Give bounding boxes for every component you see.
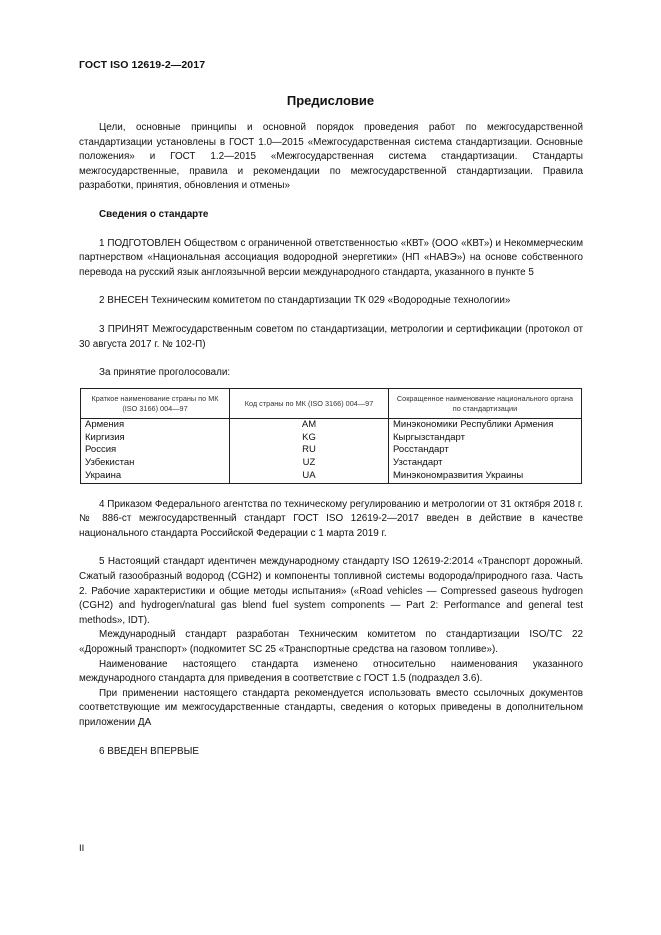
column-header-standards-body: Сокращенное наименование национального органа по стандартизации — [389, 388, 582, 418]
country-name-cell: Узбекистан — [81, 457, 230, 470]
country-code-cell: AM — [230, 418, 389, 431]
standards-body-cell: Кыргызстандарт — [389, 432, 582, 445]
standards-body-cell: Узстандарт — [389, 457, 582, 470]
country-name-cell: Киргизия — [81, 432, 230, 445]
country-code-cell: UZ — [230, 457, 389, 470]
vote-table — [80, 388, 582, 484]
column-header-country-code: Код страны по МК (ISO 3166) 004—97 — [230, 388, 389, 418]
country-name-cell: Украина — [81, 470, 230, 483]
table-row — [81, 457, 582, 470]
document-code-header: ГОСТ ISO 12619-2—2017 — [79, 59, 206, 71]
item-3-paragraph: 3 ПРИНЯТ Межгосударственным советом по стандартизации, метрологии и сертификации (протокол от 30 августа 2017 г. № 102-П) — [79, 323, 583, 350]
vote-table-header-row — [81, 388, 582, 418]
table-row — [81, 470, 582, 483]
country-name-cell: Россия — [81, 444, 230, 457]
vote-intro-text: За принятие проголосовали: — [99, 367, 231, 379]
document-body — [79, 121, 583, 759]
country-code-cell: UA — [230, 470, 389, 483]
country-name-cell: Армения — [81, 418, 230, 431]
item-5-paragraph: 5 Настоящий стандарт идентичен международному стандарту ISO 12619-2:2014 «Транспорт дорожный. Сжатый газообразный водород (CGH2) и компоненты топливной системы водорода/природного газа. Часть 2. Рабочие характеристики и общие методы испытания» («Road vehicles — Compressed gaseous hydrogen (CGH2) and hydrogen/natural gas blend fuel system components — Part 2: Performance and general test methods», IDT). — [79, 556, 583, 626]
item-4-paragraph: 4 Приказом Федерального агентства по техническому регулированию и метрологии от 31 октября 2018 г. № 886-ст межгосударственный стандарт ГОСТ ISO 12619-2—2017 введен в действие в качестве национального стандарта Российской Федерации с 1 марта 2019 г. — [79, 498, 583, 539]
country-code-cell: KG — [230, 432, 389, 445]
column-header-country-name: Краткое наименование страны по МК (ISO 3166) 004—97 — [81, 388, 230, 418]
item-1-paragraph: 1 ПОДГОТОВЛЕН Обществом с ограниченной ответственностью «КВТ» (ООО «КВТ») и Некоммерческим партнерством «Национальная ассоциация водородной энергетики» (НП «НАВЭ») на основе собственного перевода на русский язык англоязычной версии международного стандарта, указанного в пункте 5 — [79, 237, 583, 278]
standards-body-cell: Минэкономики Республики Армения — [389, 418, 582, 431]
item-5-international-paragraph: Международный стандарт разработан Техническим комитетом по стандартизации ISO/TC 22 «Дорожный транспорт» (подкомитет SC 25 «Транспортные средства на газовом топливе»). — [79, 629, 583, 656]
section-heading: Сведения о стандарте — [99, 208, 209, 220]
table-row — [81, 432, 582, 445]
page-number: II — [79, 843, 85, 854]
table-row — [81, 444, 582, 457]
page-title: Предисловие — [286, 93, 375, 108]
item-5-name-change-paragraph: Наименование настоящего стандарта изменено относительно наименования указанного международного стандарта для приведения в соответствие с ГОСТ 1.5 (подраздел 3.6). — [79, 658, 583, 685]
standards-body-cell: Росстандарт — [389, 444, 582, 457]
item-6-paragraph: 6 ВВЕДЕН ВПЕРВЫЕ — [99, 745, 199, 757]
item-5-references-paragraph: При применении настоящего стандарта рекомендуется использовать вместо ссылочных документов соответствующие им межгосударственные стандарты, сведения о которых приведены в дополнительном приложении ДА — [79, 687, 583, 729]
table-row — [81, 418, 582, 431]
country-code-cell: RU — [230, 444, 389, 457]
intro-paragraph: Цели, основные принципы и основной порядок проведения работ по межгосударственной стандартизации установлены в ГОСТ 1.0—2015 «Межгосударственная система стандартизации. Основные положения» и ГОСТ 1.2—2015 «Межгосударственная система стандартизации. Стандарты межгосударственные, правила и рекомендации по межгосударственной стандартизации. Правила разработки, принятия, обновления и отмены» — [79, 122, 583, 192]
item-2-paragraph: 2 ВНЕСЕН Техническим комитетом по стандартизации ТК 029 «Водородные технологии» — [99, 295, 511, 307]
standards-body-cell: Минэкономразвития Украины — [389, 470, 582, 483]
